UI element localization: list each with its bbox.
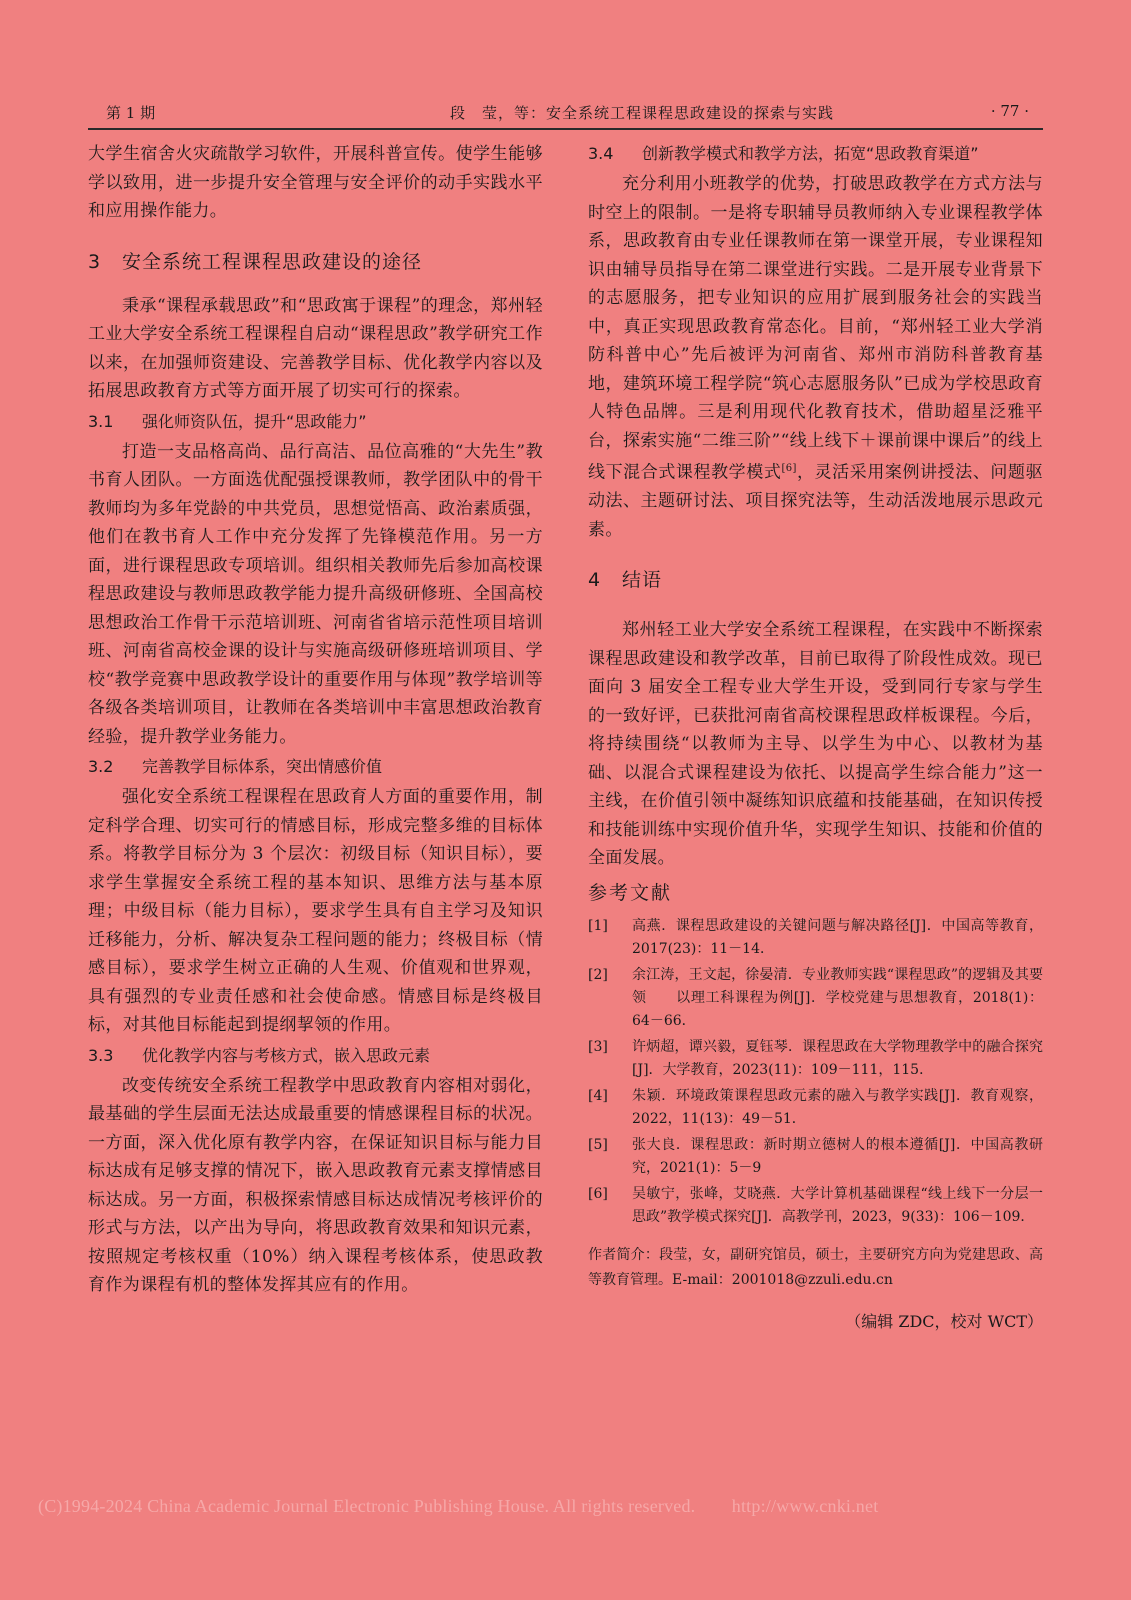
reference-text: 朱颖．环境政策课程思政元素的融入与教学实践[J]．教育观察，2022，11(13)：49－51． xyxy=(632,1087,1043,1127)
reference-number: [2] xyxy=(588,966,608,983)
citation-marker[interactable]: [6] xyxy=(781,463,797,474)
subsection-3-4-paragraph xyxy=(588,170,1043,544)
references-heading: 参考文献 xyxy=(588,881,673,904)
reference-item xyxy=(588,1183,1043,1229)
subsection-3-1-paragraph: 打造一支品格高尚、品行高洁、品位高雅的“大先生”教书育人团队。一方面选优配强授课教师，教学团队中的骨干教师均为多年党龄的中共党员，思想觉悟高、政治素质强，他们在教书育人工作中充分发挥了先锋模范作用。另一方面，进行课程思政专项培训。组织相关教师先后参加高校课程思政建设与教师思政教学能力提升高级研修班、全国高校思想政治工作骨干示范培训班、河南省省培示范性项目培训班、河南省高校金课的设计与实施高级研修班培训项目、学校“教学竞赛中思政教学设计的重要作用与体现”教学培训等各级各类培训项目，让教师在各类培训中丰富思想政治教育经验，提升教学业务能力。 xyxy=(88,441,543,747)
right-column xyxy=(588,140,1043,1332)
copyright-footer: (C)1994-2024 China Academic Journal Electronic Publishing House. All rights reserved. http://www.cnki.net xyxy=(38,1496,879,1516)
reference-number: [5] xyxy=(588,1136,608,1153)
reference-list xyxy=(588,915,1043,1229)
subsection-3-3-heading xyxy=(88,1042,543,1070)
reference-text: 张大良．课程思政：新时期立德树人的根本遵循[J]．中国高教研究，2021(1)：5－9 xyxy=(632,1136,1043,1176)
reference-number: [3] xyxy=(588,1038,608,1055)
subsection-3-1-heading xyxy=(88,408,543,436)
section-3-heading xyxy=(88,248,543,276)
issue-label: 第 1 期 xyxy=(106,104,156,122)
subsection-number: 3.4 xyxy=(588,144,614,163)
section-number: 4 xyxy=(588,569,602,592)
reference-text: 高燕．课程思政建设的关键问题与解决路径[J]．中国高等教育，2017(23)：11－14． xyxy=(632,917,1043,957)
running-header xyxy=(88,98,1043,130)
reference-item xyxy=(588,1036,1043,1082)
editor-note: （编辑 ZDC，校对 WCT） xyxy=(845,1311,1043,1331)
subsection-number: 3.2 xyxy=(88,757,114,776)
subsection-3-4-heading xyxy=(588,140,1043,168)
subsection-3-2-paragraph: 强化安全系统工程课程在思政育人方面的重要作用，制定科学合理、切实可行的情感目标，形成完整多维的目标体系。将教学目标分为 3 个层次：初级目标（知识目标），要求学生掌握安全系统工程的基本知识、思维方法与基本原理；中级目标（能力目标），要求学生具有自主学习及知识迁移能力，分析、解决复杂工程问题的能力；终极目标（情感目标），要求学生树立正确的人生观、价值观和世界观，具有强烈的专业责任感和社会使命感。情感目标是终极目标，对其他目标能起到提纲挈领的作用。 xyxy=(88,787,543,1035)
running-title: 段 莹，等：安全系统工程课程思政建设的探索与实践 xyxy=(450,104,835,122)
subsection-title: 创新教学模式和教学方法，拓宽“思政教育渠道” xyxy=(642,144,979,163)
section-title: 安全系统工程课程思政建设的途径 xyxy=(122,250,423,273)
subsection-3-3-paragraph: 改变传统安全系统工程教学中思政教育内容相对弱化，最基础的学生层面无法达成最重要的情感课程目标的状况。一方面，深入优化原有教学内容，在保证知识目标与能力目标达成有足够支撑的情况下，嵌入思政教育元素支撑情感目标达成。另一方面，积极探索情感目标达成情况考核评价的形式与方法，以产出为导向，将思政教育效果和知识元素，按照规定考核权重（10%）纳入课程考核体系，使思政教育作为课程有机的整体发挥其应有的作用。 xyxy=(88,1075,543,1295)
page-number: · 77 · xyxy=(990,102,1029,120)
intro-paragraph: 大学生宿舍火灾疏散学习软件，开展科普宣传。使学生能够学以致用，进一步提升安全管理与安全评价的动手实践水平和应用操作能力。 xyxy=(88,144,543,221)
reference-text: 吴敏宁，张峰，艾晓燕．大学计算机基础课程“线上线下一分层一思政”教学模式探究[J]．高教学刊，2023，9(33)：106－109． xyxy=(632,1185,1043,1225)
subsection-title: 完善教学目标体系，突出情感价值 xyxy=(142,757,383,776)
reference-item xyxy=(588,964,1043,1033)
reference-text: 许炳超，谭兴毅，夏钰琴．课程思政在大学物理教学中的融合探究[J]．大学教育，2023(11)：109－111，115． xyxy=(632,1038,1043,1078)
reference-number: [1] xyxy=(588,917,608,934)
paragraph-text: 充分利用小班教学的优势，打破思政教学在方式方法与时空上的限制。一是将专职辅导员教师纳入专业课程教学体系，思政教育由专业任课教师在第一课堂开展，专业课程知识由辅导员指导在第二课堂进行实践。二是开展专业背景下的志愿服务，把专业知识的应用扩展到服务社会的实践当中，真正实现思政教育常态化。目前，“郑州轻工业大学消防科普中心”先后被评为河南省、郑州市消防科普教育基地，建筑环境工程学院“筑心志愿服务队”已成为学校思政育人特色品牌。三是利用现代化教育技术，借助超星泛雅平台，探索实施“二维三阶”“线上线下＋课前课中课后”的线上线下混合式课程教学模式 xyxy=(588,174,1043,483)
section-number: 3 xyxy=(88,250,102,273)
conclusion-paragraph: 郑州轻工业大学安全系统工程课程，在实践中不断探索课程思政建设和教学改革，目前已取得了阶段性成效。现已面向 3 届安全工程专业大学生开设，受到同行专家与学生的一致好评，已获批河南省高校课程思政样板课程。今后，将持续围绕“以教师为主导、以学生为中心、以教材为基础、以混合式课程建设为依托、以提高学生综合能力”这一主线，在价值引领中凝练知识底蕴和技能基础，在知识传授和技能训练中实现价值升华，实现学生知识、技能和价值的全面发展。 xyxy=(588,620,1043,869)
left-column xyxy=(88,140,543,1300)
reference-number: [4] xyxy=(588,1087,608,1104)
subsection-number: 3.3 xyxy=(88,1045,114,1065)
reference-item xyxy=(588,1085,1043,1131)
reference-item xyxy=(588,1134,1043,1180)
reference-item xyxy=(588,915,1043,961)
subsection-title: 优化教学内容与考核方式，嵌入思政元素 xyxy=(142,1045,431,1065)
reference-text: 余江涛，王文起，徐晏清．专业教师实践“课程思政”的逻辑及其要领 以理工科课程为例[J]．学校党建与思想教育，2018(1)：64－66． xyxy=(632,966,1043,1029)
section-4-heading xyxy=(588,566,1043,594)
reference-number: [6] xyxy=(588,1185,608,1202)
subsection-title: 强化师资队伍，提升“思政能力” xyxy=(142,411,367,431)
paragraph-text: ，灵活采用案例讲授法、问题驱动法、主题研讨法、项目探究法等，生动活泼地展示思政元素。 xyxy=(588,462,1043,540)
subsection-number: 3.1 xyxy=(88,411,114,431)
author-bio: 作者简介：段莹，女，副研究馆员，硕士，主要研究方向为党建思政、高等教育管理。E-mail：2001018@zzuli.edu.cn xyxy=(588,1246,1043,1288)
subsection-3-2-heading xyxy=(88,753,543,781)
section-3-paragraph: 秉承“课程承载思政”和“思政寓于课程”的理念，郑州轻工业大学安全系统工程课程自启动“课程思政”教学研究工作以来，在加强师资建设、完善教学目标、优化教学内容以及拓展思政教育方式等方面开展了切实可行的探索。 xyxy=(88,295,543,401)
section-title: 结语 xyxy=(622,569,663,592)
